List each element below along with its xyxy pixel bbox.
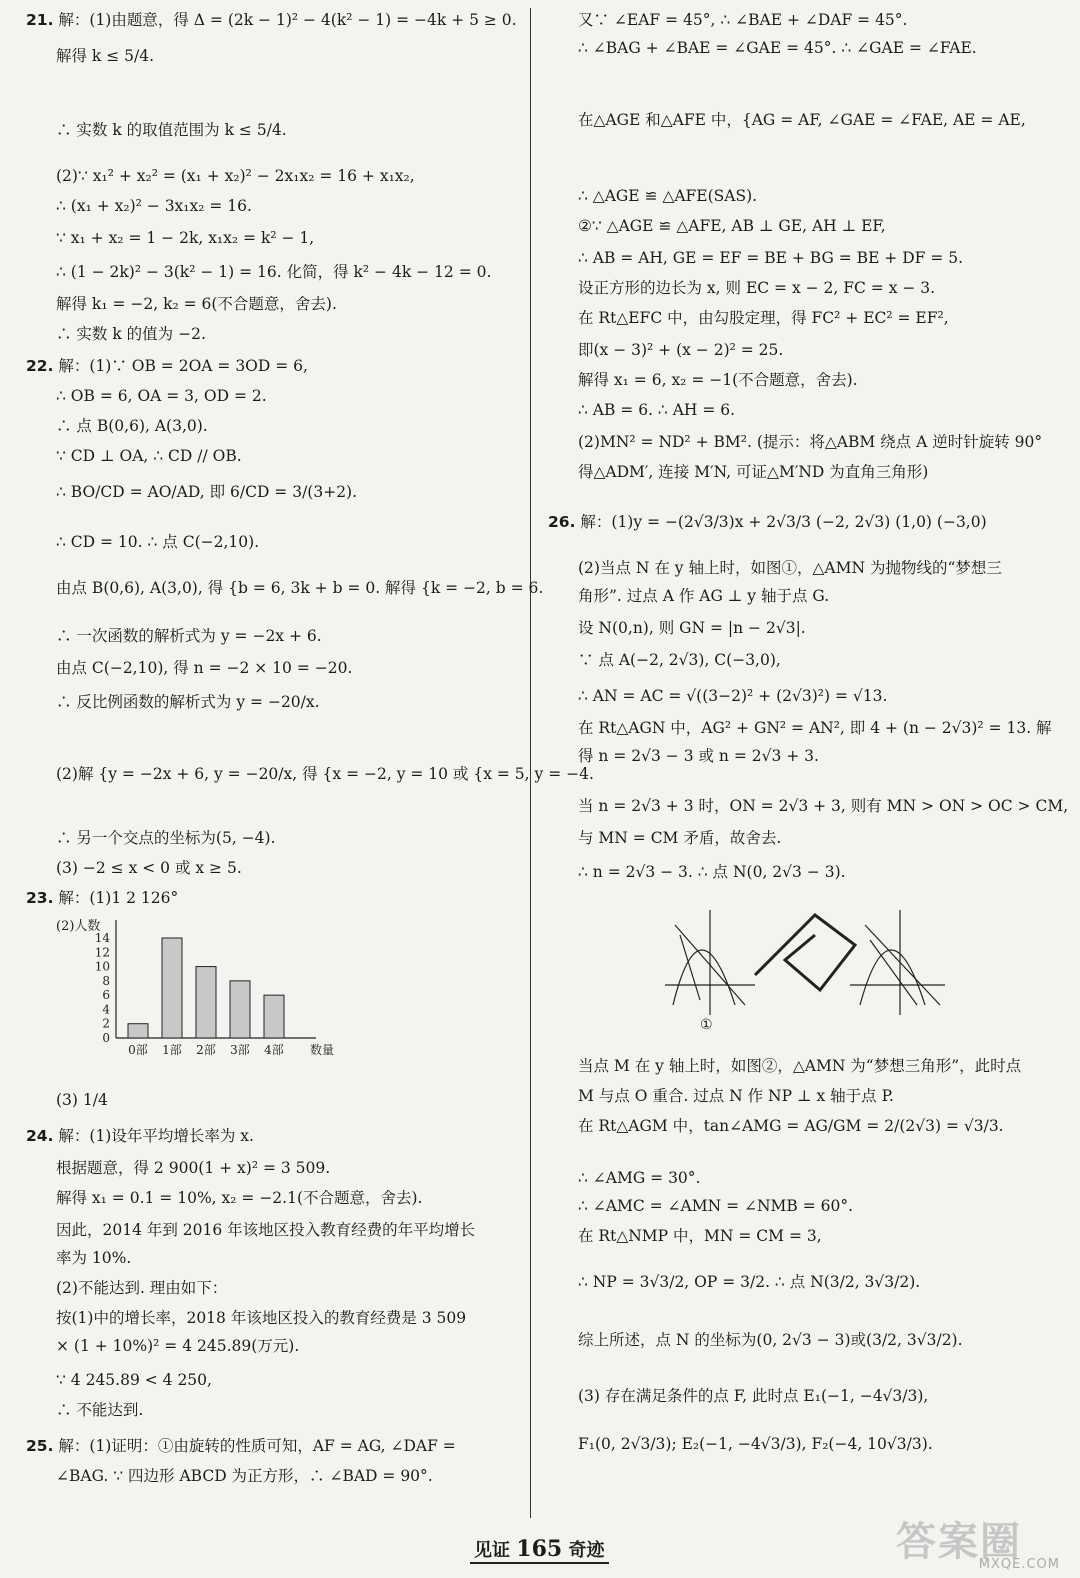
right-text-line: 设 N(0,n), 则 GN = |n − 2√3|. bbox=[578, 619, 806, 637]
left-text-line: 21. 解：(1)由题意，得 Δ = (2k − 1)² − 4(k² − 1) = −4k + 5 ≥ 0. bbox=[26, 11, 517, 29]
right-text-line: 在 Rt△AGM 中，tan∠AMG = AG/GM = 2/(2√3) = √3/3. bbox=[578, 1117, 1004, 1135]
bar-chart bbox=[56, 918, 356, 1068]
x-tick-label: 1部 bbox=[162, 1043, 182, 1057]
left-text-line: (3) 1/4 bbox=[56, 1091, 108, 1109]
left-text-line: ∵ x₁ + x₂ = 1 − 2k, x₁x₂ = k² − 1, bbox=[56, 229, 315, 247]
left-text-line: (3) −2 ≤ x < 0 或 x ≥ 5. bbox=[56, 859, 242, 877]
right-text-line: ∴ AB = AH, GE = EF = BE + BG = BE + DF = 5. bbox=[578, 249, 964, 267]
right-text-line: 角形”. 过点 A 作 AG ⊥ y 轴于点 G. bbox=[578, 587, 830, 605]
left-text-line: ∠BAG. ∵ 四边形 ABCD 为正方形，∴ ∠BAD = 90°. bbox=[56, 1467, 433, 1485]
bar bbox=[162, 938, 182, 1038]
right-text-line: 即(x − 3)² + (x − 2)² = 25. bbox=[578, 341, 784, 359]
figure-label: ① bbox=[700, 1017, 713, 1033]
left-text-line: 解得 k₁ = −2, k₂ = 6(不合题意，舍去). bbox=[56, 295, 337, 313]
column-divider bbox=[530, 8, 531, 1518]
problem-number: 21. bbox=[26, 11, 54, 29]
y-tick-label: 12 bbox=[94, 945, 110, 960]
right-text-line: (2)当点 N 在 y 轴上时，如图①，△AMN 为抛物线的“梦想三 bbox=[578, 559, 1002, 577]
left-text-line: × (1 + 10%)² = 4 245.89(万元). bbox=[56, 1337, 300, 1355]
left-text-line: (2)∵ x₁² + x₂² = (x₁ + x₂)² − 2x₁x₂ = 16 + x₁x₂, bbox=[56, 167, 415, 185]
right-text-line: ②∵ △AGE ≌ △AFE, AB ⊥ GE, AH ⊥ EF, bbox=[578, 217, 886, 235]
left-text-line: 25. 解：(1)证明：①由旋转的性质可知，AF = AG, ∠DAF = bbox=[26, 1437, 456, 1455]
y-tick-label: 0 bbox=[102, 1031, 110, 1045]
right-text-line: (3) 存在满足条件的点 F, 此时点 E₁(−1, −4√3/3), bbox=[578, 1387, 929, 1405]
left-text-line: ∴ OB = 6, OA = 3, OD = 2. bbox=[56, 387, 267, 405]
right-text-line: 当 n = 2√3 + 3 时，ON = 2√3 + 3, 则有 MN > ON > OC > CM, bbox=[578, 797, 1069, 815]
left-text-line: 23. 解：(1)1 2 126° bbox=[26, 889, 179, 907]
left-text-line: ∴ 不能达到. bbox=[56, 1401, 144, 1419]
left-text-line: 根据题意，得 2 900(1 + x)² = 3 509. bbox=[56, 1159, 331, 1177]
left-text-line: (2)解 {y = −2x + 6, y = −20/x, 得 {x = −2, y = 10 或 {x = 5, y = −4. bbox=[56, 765, 594, 783]
parabola-figure bbox=[655, 905, 955, 1035]
x-axis-label: 数量 bbox=[310, 1043, 335, 1057]
left-text-line: 24. 解：(1)设年平均增长率为 x. bbox=[26, 1127, 254, 1145]
left-text-line: 解得 x₁ = 0.1 = 10%, x₂ = −2.1(不合题意，舍去). bbox=[56, 1189, 423, 1207]
problem-number: 24. bbox=[26, 1127, 54, 1145]
x-tick-label: 2部 bbox=[196, 1043, 216, 1057]
left-text-line: ∴ (1 − 2k)² − 3(k² − 1) = 16. 化简，得 k² − 4k − 12 = 0. bbox=[56, 263, 492, 281]
footer-right: 奇迹 bbox=[568, 1540, 605, 1561]
right-text-line: 在△AGE 和△AFE 中，{AG = AF, ∠GAE = ∠FAE, AE = AE, bbox=[578, 111, 1026, 129]
left-text-line: ∵ CD ⊥ OA, ∴ CD // OB. bbox=[56, 447, 242, 465]
bar bbox=[196, 967, 216, 1038]
right-text-line: ∴ ∠AMC = ∠AMN = ∠NMB = 60°. bbox=[578, 1197, 854, 1215]
right-text-line: 26. 解：(1)y = −(2√3/3)x + 2√3/3 (−2, 2√3) (1,0) (−3,0) bbox=[548, 513, 987, 531]
left-text-line: ∴ (x₁ + x₂)² − 3x₁x₂ = 16. bbox=[56, 197, 252, 215]
watermark bbox=[896, 1510, 1066, 1572]
right-text-line: ∵ 点 A(−2, 2√3), C(−3,0), bbox=[578, 651, 781, 669]
bar bbox=[264, 995, 284, 1038]
left-text-line: ∴ 实数 k 的值为 −2. bbox=[56, 325, 206, 343]
right-text-line: F₁(0, 2√3/3); E₂(−1, −4√3/3), F₂(−4, 10√3/3). bbox=[578, 1435, 933, 1453]
left-text-line: ∴ 另一个交点的坐标为(5, −4). bbox=[56, 829, 276, 847]
y-tick-label: 10 bbox=[94, 959, 110, 974]
right-text-line: 在 Rt△EFC 中，由勾股定理，得 FC² + EC² = EF², bbox=[578, 309, 949, 327]
left-text-line: ∴ CD = 10. ∴ 点 C(−2,10). bbox=[56, 533, 260, 551]
problem-number: 22. bbox=[26, 357, 54, 375]
y-tick-label: 8 bbox=[102, 973, 110, 988]
left-text-line: ∴ 实数 k 的取值范围为 k ≤ 5/4. bbox=[56, 121, 287, 139]
page-number: 165 bbox=[516, 1536, 563, 1562]
left-text-line: 22. 解：(1)∵ OB = 2OA = 3OD = 6, bbox=[26, 357, 308, 375]
bar bbox=[128, 1024, 148, 1038]
right-text-line: 在 Rt△AGN 中，AG² + GN² = AN², 即 4 + (n − 2√3)² = 13. 解 bbox=[578, 719, 1052, 737]
right-text-line: 解得 x₁ = 6, x₂ = −1(不合题意，舍去). bbox=[578, 371, 858, 389]
right-text-line: (2)MN² = ND² + BM². (提示：将△ABM 绕点 A 逆时针旋转 90° bbox=[578, 433, 1043, 451]
y-tick-label: 4 bbox=[102, 1002, 110, 1017]
watermark-sub: MXQE.COM bbox=[978, 1557, 1060, 1572]
right-text-line: 得 n = 2√3 − 3 或 n = 2√3 + 3. bbox=[578, 747, 819, 765]
right-text-line: ∴ AB = 6. ∴ AH = 6. bbox=[578, 401, 736, 419]
left-text-line: 解得 k ≤ 5/4. bbox=[56, 47, 155, 65]
right-text-line: ∴ n = 2√3 − 3. ∴ 点 N(0, 2√3 − 3). bbox=[578, 863, 846, 881]
y-axis-label: (2)人数 bbox=[56, 919, 101, 934]
left-text-line: ∴ 点 B(0,6), A(3,0). bbox=[56, 417, 208, 435]
bar bbox=[230, 981, 250, 1038]
footer-left: 见证 bbox=[474, 1540, 510, 1561]
y-tick-label: 14 bbox=[94, 931, 110, 945]
right-text-line: 又∵ ∠EAF = 45°, ∴ ∠BAE + ∠DAF = 45°. bbox=[578, 11, 908, 29]
right-text-line: ∴ ∠BAG + ∠BAE = ∠GAE = 45°. ∴ ∠GAE = ∠FAE. bbox=[578, 39, 977, 57]
right-text-line: 在 Rt△NMP 中，MN = CM = 3, bbox=[578, 1227, 822, 1245]
right-text-line: ∴ △AGE ≌ △AFE(SAS). bbox=[578, 187, 758, 205]
left-text-line: 率为 10%. bbox=[56, 1249, 132, 1267]
right-text-line: 得△ADM′, 连接 M′N, 可证△M′ND 为直角三角形) bbox=[578, 463, 929, 481]
right-text-line: ∴ ∠AMG = 30°. bbox=[578, 1169, 701, 1187]
right-text-line: ∴ NP = 3√3/2, OP = 3/2. ∴ 点 N(3/2, 3√3/2). bbox=[578, 1273, 921, 1291]
left-text-line: 由点 B(0,6), A(3,0), 得 {b = 6, 3k + b = 0. 解得 {k = −2, b = 6. bbox=[56, 579, 544, 597]
left-text-line: 因此，2014 年到 2016 年该地区投入教育经费的年平均增长 bbox=[56, 1221, 476, 1239]
left-text-line: ∴ 一次函数的解析式为 y = −2x + 6. bbox=[56, 627, 322, 645]
x-tick-label: 4部 bbox=[264, 1043, 284, 1057]
right-text-line: 设正方形的边长为 x, 则 EC = x − 2, FC = x − 3. bbox=[578, 279, 936, 297]
right-text-line: 当点 M 在 y 轴上时，如图②，△AMN 为“梦想三角形”，此时点 bbox=[578, 1057, 1022, 1075]
right-text-line: M 与点 O 重合. 过点 N 作 NP ⊥ x 轴于点 P. bbox=[578, 1087, 894, 1105]
left-text-line: 按(1)中的增长率，2018 年该地区投入的教育经费是 3 509 bbox=[56, 1309, 467, 1327]
y-tick-label: 2 bbox=[102, 1016, 110, 1031]
left-text-line: ∴ BO/CD = AO/AD, 即 6/CD = 3/(3+2). bbox=[56, 483, 358, 501]
watermark-main: 答案圈 bbox=[896, 1519, 1022, 1565]
right-text-line: ∴ AN = AC = √((3−2)² + (2√3)²) = √13. bbox=[578, 687, 888, 705]
x-tick-label: 0部 bbox=[128, 1043, 148, 1057]
problem-number: 26. bbox=[548, 513, 576, 531]
y-tick-label: 6 bbox=[102, 988, 110, 1003]
page-footer bbox=[470, 1536, 609, 1564]
right-text-line: 与 MN = CM 矛盾，故舍去. bbox=[578, 829, 782, 847]
left-text-line: 由点 C(−2,10), 得 n = −2 × 10 = −20. bbox=[56, 659, 353, 677]
problem-number: 23. bbox=[26, 889, 54, 907]
left-text-line: ∵ 4 245.89 < 4 250, bbox=[56, 1371, 212, 1389]
left-text-line: ∴ 反比例函数的解析式为 y = −20/x. bbox=[56, 693, 320, 711]
x-tick-label: 3部 bbox=[230, 1043, 250, 1057]
right-text-line: 综上所述，点 N 的坐标为(0, 2√3 − 3)或(3/2, 3√3/2). bbox=[578, 1331, 963, 1349]
problem-number: 25. bbox=[26, 1437, 54, 1455]
left-text-line: (2)不能达到. 理由如下： bbox=[56, 1279, 228, 1297]
